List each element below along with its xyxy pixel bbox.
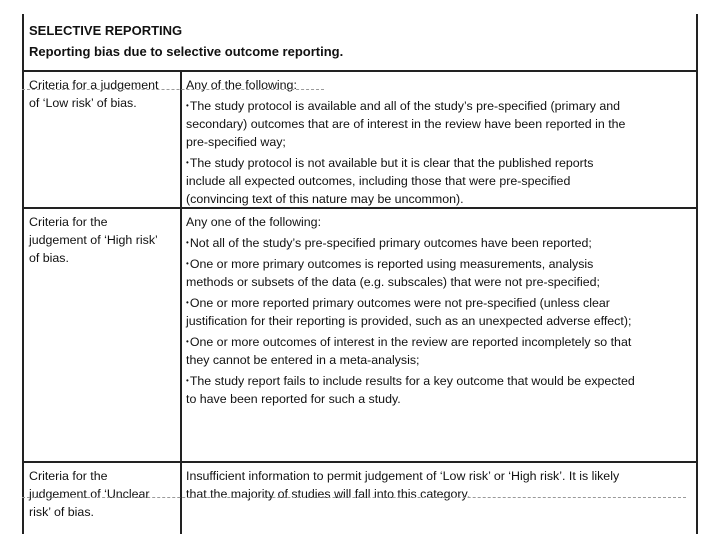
table-row-low-risk bbox=[24, 72, 696, 209]
criteria-line: judgement of ‘Unclear bbox=[29, 487, 150, 501]
criteria-line: Criteria for the bbox=[29, 469, 108, 483]
bullet-icon: • bbox=[186, 376, 189, 385]
bullet-icon: • bbox=[186, 259, 189, 268]
table-header bbox=[24, 14, 696, 72]
bullet-item bbox=[186, 294, 696, 330]
bullet-item bbox=[186, 333, 696, 369]
description-text: Insufficient information to permit judgement of ‘Low risk’ or ‘High risk’. It is likely bbox=[186, 469, 620, 483]
bullet-text: pre-specified way; bbox=[186, 135, 286, 149]
bullet-icon: • bbox=[186, 101, 189, 110]
criteria-description-low-risk bbox=[186, 76, 696, 208]
bullet-text: The study report fails to include results for a key outcome that would be expected bbox=[189, 374, 635, 388]
table-row-high-risk bbox=[24, 209, 696, 463]
criteria-label-low-risk bbox=[29, 76, 179, 112]
criteria-line: of bias. bbox=[29, 251, 69, 265]
bullet-icon: • bbox=[186, 238, 189, 247]
table-title: SELECTIVE REPORTING bbox=[29, 23, 183, 38]
criteria-line: Criteria for a judgement bbox=[29, 78, 159, 92]
description-text: that the majority of studies will fall into this category. bbox=[186, 487, 471, 501]
bullet-text: One or more reported primary outcomes were not pre-specified (unless clear bbox=[189, 296, 610, 310]
bullet-text: Not all of the study’s pre-specified primary outcomes have been reported; bbox=[189, 236, 592, 250]
bullet-text: The study protocol is available and all of the study’s pre-specified (primary and bbox=[189, 99, 621, 113]
criteria-line: of ‘Low risk’ of bias. bbox=[29, 96, 137, 110]
criteria-description-high-risk bbox=[186, 213, 696, 408]
bullet-item bbox=[186, 97, 696, 151]
bullet-text: they cannot be entered in a meta-analysis; bbox=[186, 353, 420, 367]
criteria-line: Criteria for the bbox=[29, 215, 108, 229]
bullet-item bbox=[186, 255, 696, 291]
bullet-text: One or more outcomes of interest in the review are reported incompletely so that bbox=[189, 335, 632, 349]
intro-text: Any one of the following: bbox=[186, 215, 322, 229]
bullet-text: The study protocol is not available but it is clear that the published reports bbox=[189, 156, 594, 170]
table-subtitle: Reporting bias due to selective outcome reporting. bbox=[29, 44, 344, 59]
bullet-item bbox=[186, 372, 696, 408]
bullet-icon: • bbox=[186, 337, 189, 346]
bullet-text: justification for their reporting is provided, such as an unexpected adverse effect); bbox=[186, 314, 632, 328]
bullet-icon: • bbox=[186, 298, 189, 307]
bullet-text: to have been reported for such a study. bbox=[186, 392, 401, 406]
criteria-label-unclear-risk bbox=[29, 467, 179, 521]
criteria-line: judgement of ‘High risk’ bbox=[29, 233, 158, 247]
guide-line bbox=[22, 89, 324, 90]
bullet-text: include all expected outcomes, including those that were pre-specified bbox=[186, 174, 571, 188]
bullet-item bbox=[186, 234, 696, 252]
intro-text: Any of the following: bbox=[186, 78, 297, 92]
bullet-icon: • bbox=[186, 158, 189, 167]
criteria-table bbox=[22, 14, 698, 534]
bullet-text: One or more primary outcomes is reported using measurements, analysis bbox=[189, 257, 594, 271]
criteria-label-high-risk bbox=[29, 213, 179, 267]
table-row-unclear-risk bbox=[24, 463, 696, 534]
bullet-text: methods or subsets of the data (e.g. subscales) that were not pre-specified; bbox=[186, 275, 600, 289]
bullet-text: secondary) outcomes that are of interest in the review have been reported in the bbox=[186, 117, 626, 131]
bullet-text: (convincing text of this nature may be uncommon). bbox=[186, 192, 464, 206]
guide-line bbox=[22, 497, 686, 498]
criteria-line: risk’ of bias. bbox=[29, 505, 94, 519]
bullet-item bbox=[186, 154, 696, 208]
